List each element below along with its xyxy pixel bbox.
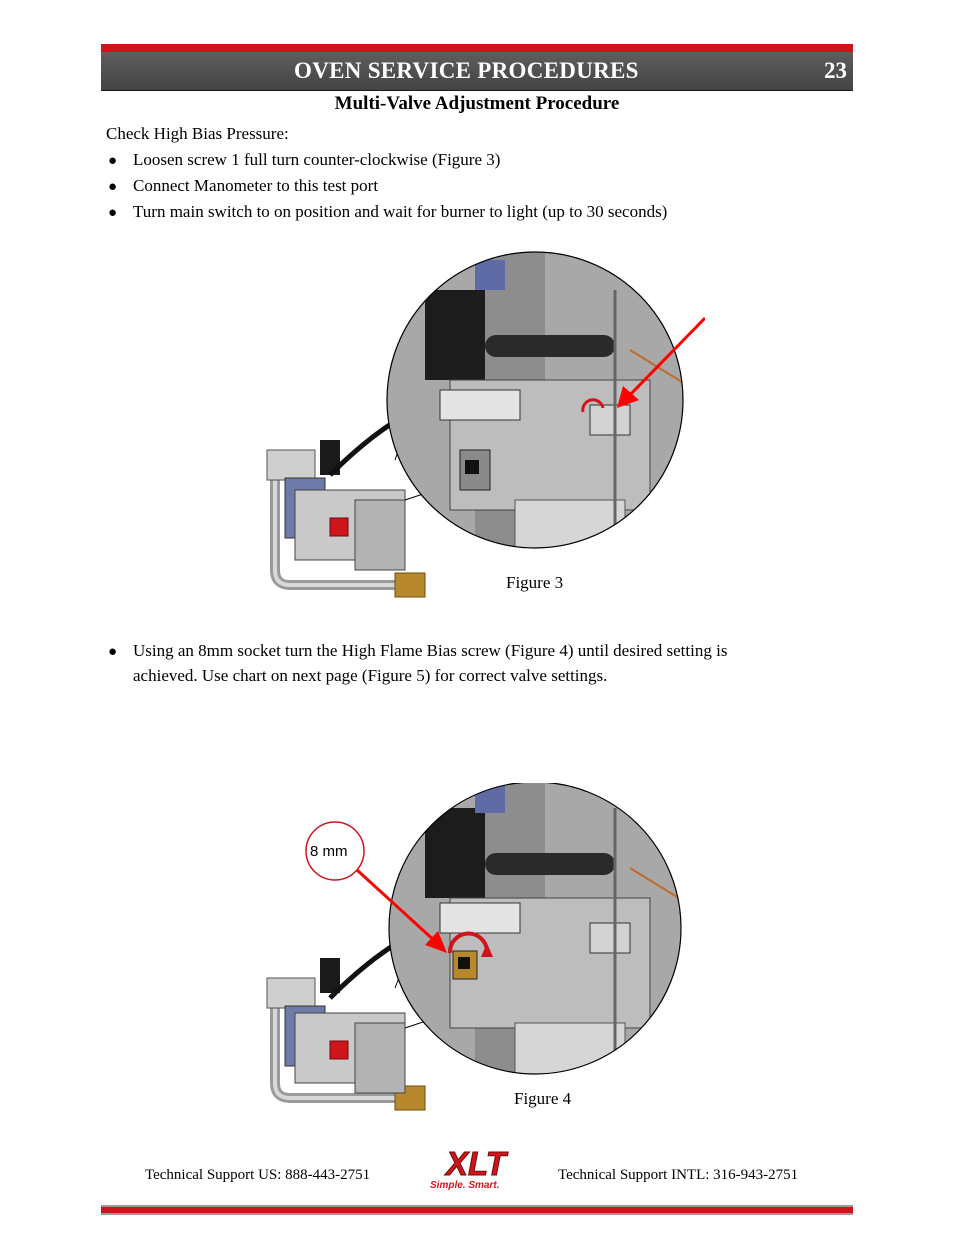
bullet-dot: ● — [108, 205, 118, 221]
figure-3-caption: Figure 3 — [506, 573, 564, 592]
page-title: OVEN SERVICE PROCEDURES — [294, 58, 639, 83]
svg-text:XLT: XLT — [446, 1145, 506, 1180]
figure-4-illustration — [255, 783, 705, 1123]
list-item: Loosen screw 1 full turn counter-clockwise (Figure 3) — [133, 150, 501, 169]
footer-support-us: Technical Support US: 888-443-2751 — [145, 1167, 371, 1183]
logo-tagline: Simple. Smart. — [430, 1180, 500, 1191]
footer-support-intl: Technical Support INTL: 316-943-2751 — [558, 1167, 799, 1183]
bullet-dot: ● — [108, 179, 118, 195]
xlt-logo — [436, 1144, 516, 1180]
magnified-view — [385, 250, 695, 560]
intro-text: Check High Bias Pressure: — [106, 124, 289, 143]
bullet-dot: ● — [108, 644, 118, 660]
page-number: 23 — [824, 58, 847, 83]
bullet-dot: ● — [108, 153, 118, 169]
footer-divider — [101, 1213, 853, 1215]
list-item: Connect Manometer to this test port — [133, 176, 379, 195]
list-item: Turn main switch to on position and wait for burner to light (up to 30 seconds) — [133, 202, 668, 221]
figure-3-illustration — [255, 250, 705, 610]
figure-4-caption: Figure 4 — [514, 1089, 572, 1108]
socket-size-callout: 8 mm — [310, 843, 348, 860]
header-accent-bar — [101, 44, 853, 52]
list-item-line-2: achieved. Use chart on next page (Figure 5) for correct valve settings. — [133, 666, 608, 685]
magnified-view — [385, 783, 695, 1083]
section-title: Multi-Valve Adjustment Procedure — [334, 93, 620, 114]
list-item-line-1: Using an 8mm socket turn the High Flame Bias screw (Figure 4) until desired setting is — [133, 641, 728, 660]
